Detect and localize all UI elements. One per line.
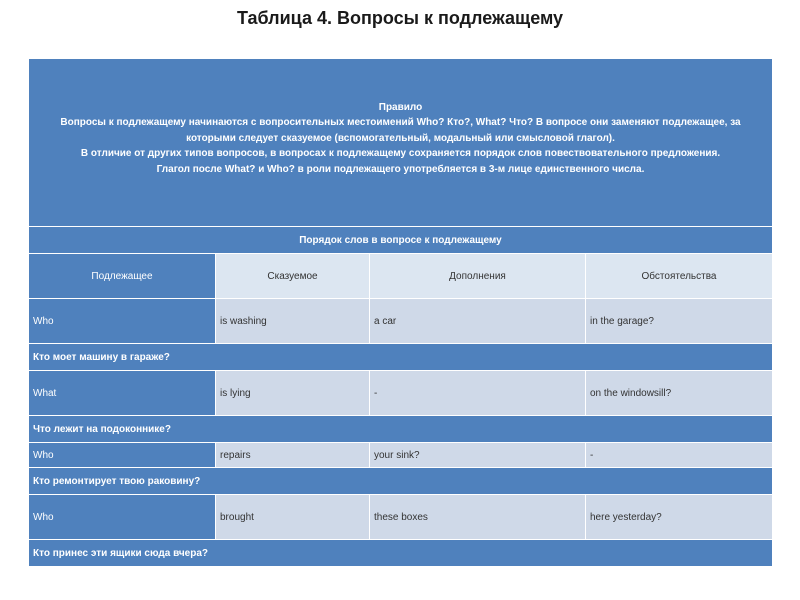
table-row [29, 495, 773, 540]
translation-row [29, 468, 773, 495]
subject-cell: What [29, 371, 216, 416]
translation-row [29, 344, 773, 371]
word-order-header: Порядок слов в вопросе к подлежащему [29, 227, 773, 254]
adverbial-cell: here yesterday? [586, 495, 773, 540]
translation-cell: Кто моет машину в гараже? [29, 344, 773, 371]
subject-questions-table [28, 58, 773, 567]
object-cell: these boxes [370, 495, 586, 540]
page-title: Таблица 4. Вопросы к подлежащему [236, 8, 564, 28]
rule-line-2: В отличие от других типов вопросов, в вопросах к подлежащему сохраняется порядок слов повествовательного предложения. [80, 148, 721, 160]
column-header-subject: Подлежащее [29, 254, 216, 299]
translation-cell: Кто принес эти ящики сюда вчера? [29, 540, 773, 567]
predicate-cell: repairs [216, 443, 370, 468]
adverbial-cell: - [586, 443, 773, 468]
subject-cell: Who [29, 299, 216, 344]
column-header-predicate: Сказуемое [216, 254, 370, 299]
object-cell: a car [370, 299, 586, 344]
predicate-cell: is lying [216, 371, 370, 416]
column-header-row [29, 254, 773, 299]
adverbial-cell: on the windowsill? [586, 371, 773, 416]
rule-heading: Правило [378, 101, 423, 113]
rule-line-1: Вопросы к подлежащему начинаются с вопросительных местоимений Who? Кто?, What? Что? В вопросе они заменяют подлежащее, за которыми следует сказуемое (вспомогательный, модальный или смысловой глагол). [60, 117, 741, 144]
rule-line-3: Глагол после What? и Who? в роли подлежащего употребляется в 3-м лице единственного числа. [156, 163, 645, 175]
rule-row [29, 59, 773, 227]
predicate-cell: is washing [216, 299, 370, 344]
predicate-cell: brought [216, 495, 370, 540]
object-cell: - [370, 371, 586, 416]
rule-cell [29, 59, 773, 227]
adverbial-cell: in the garage? [586, 299, 773, 344]
table-row [29, 299, 773, 344]
subject-cell: Who [29, 443, 216, 468]
translation-row [29, 416, 773, 443]
translation-cell: Что лежит на подоконнике? [29, 416, 773, 443]
column-header-object: Дополнения [370, 254, 586, 299]
table-row [29, 443, 773, 468]
translation-row [29, 540, 773, 567]
table-row [29, 371, 773, 416]
object-cell: your sink? [370, 443, 586, 468]
word-order-header-row [29, 227, 773, 254]
column-header-adverbial: Обстоятельства [586, 254, 773, 299]
translation-cell: Кто ремонтирует твою раковину? [29, 468, 773, 495]
subject-cell: Who [29, 495, 216, 540]
